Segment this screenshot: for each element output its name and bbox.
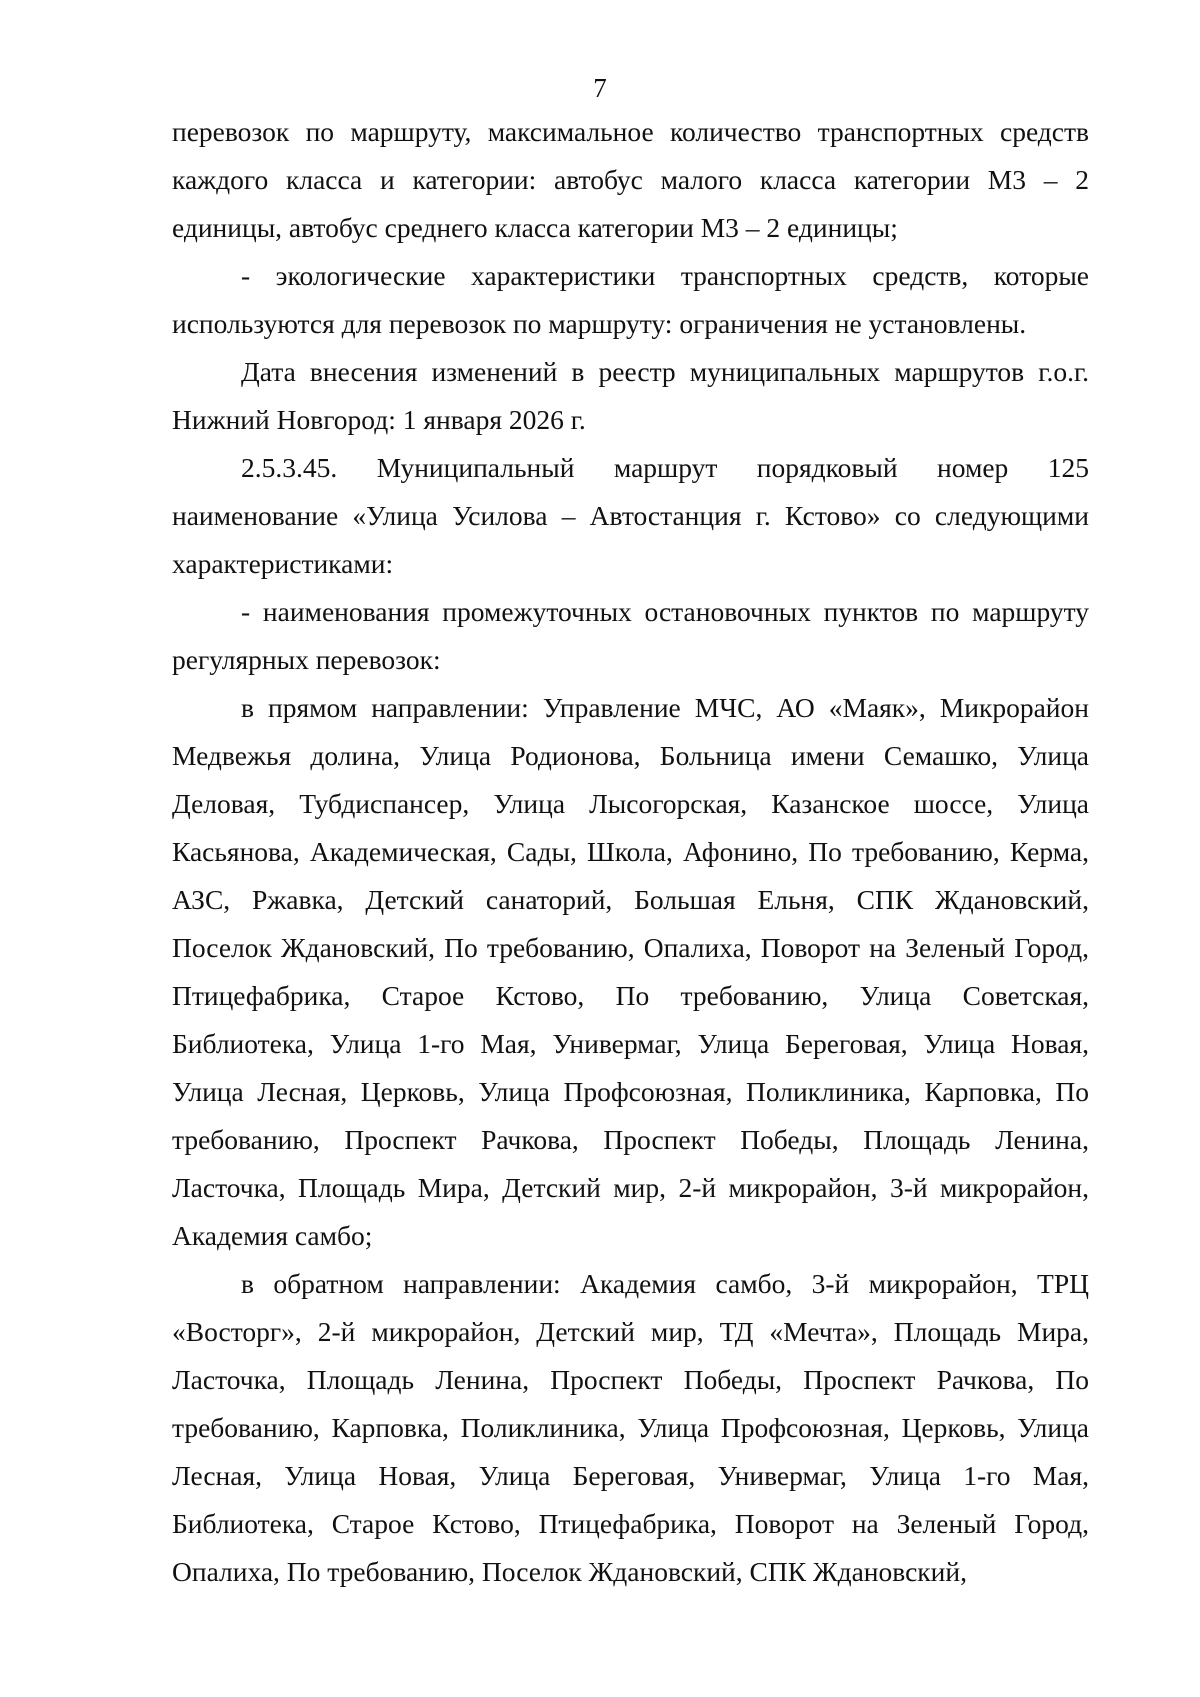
- paragraph-intermediate-stops-heading: - наименования промежуточных остановочных пунктов по маршруту регулярных перевозок:: [172, 596, 1089, 675]
- paragraph-vehicle-capacity: перевозок по маршруту, максимальное количество транспортных средств каждого класса и категории: автобус малого класса категории М3 – 2 единицы, автобус среднего класса категории М3 – 2 единицы;: [172, 116, 1089, 243]
- paragraph-reverse-direction-stops: в обратном направлении: Академия самбо, 3-й микрорайон, ТРЦ «Восторг», 2-й микрорайон, Детский мир, ТД «Мечта», Площадь Мира, Ласточка, Площадь Ленина, Проспект Победы, Проспект Рачкова, По требованию, Карповка, Поликлиника, Улица Профсоюзная, Церковь, Улица Лесная, Улица Новая, Улица Береговая, Универмаг, Улица 1-го Мая, Библиотека, Старое Кстово, Птицефабрика, Поворот на Зеленый Город, Опалиха, По требованию, Поселок Ждановский, СПК Ждановский,: [172, 1268, 1089, 1587]
- paragraph-forward-direction-stops: в прямом направлении: Управление МЧС, АО «Маяк», Микрорайон Медвежья долина, Улица Родионова, Больница имени Семашко, Улица Деловая, Тубдиспансер, Улица Лысогорская, Казанское шоссе, Улица Касьянова, Академическая, Сады, Школа, Афонино, По требованию, Керма, АЗС, Ржавка, Детский санаторий, Большая Ельня, СПК Ждановский, Поселок Ждановский, По требованию, Опалиха, Поворот на Зеленый Город, Птицефабрика, Старое Кстово, По требованию, Улица Советская, Библиотека, Улица 1-го Мая, Универмаг, Улица Береговая, Улица Новая, Улица Лесная, Церковь, Улица Профсоюзная, Поликлиника, Карповка, По требованию, Проспект Рачкова, Проспект Победы, Площадь Ленина, Ласточка, Площадь Мира, Детский мир, 2-й микрорайон, 3-й микрорайон, Академия самбо;: [172, 692, 1089, 1251]
- paragraph-registry-change-date: Дата внесения изменений в реестр муниципальных маршрутов г.о.г. Нижний Новгород: 1 января 2026 г.: [172, 356, 1089, 435]
- paragraph-route-125-heading: 2.5.3.45. Муниципальный маршрут порядковый номер 125 наименование «Улица Усилова – Автостанция г. Кстово» со следующими характеристиками:: [172, 452, 1089, 579]
- document-body: [172, 108, 1089, 1596]
- paragraph-ecological-characteristics: - экологические характеристики транспортных средств, которые используются для перевозок по маршруту: ограничения не установлены.: [172, 260, 1089, 339]
- page-number: 7: [593, 73, 607, 103]
